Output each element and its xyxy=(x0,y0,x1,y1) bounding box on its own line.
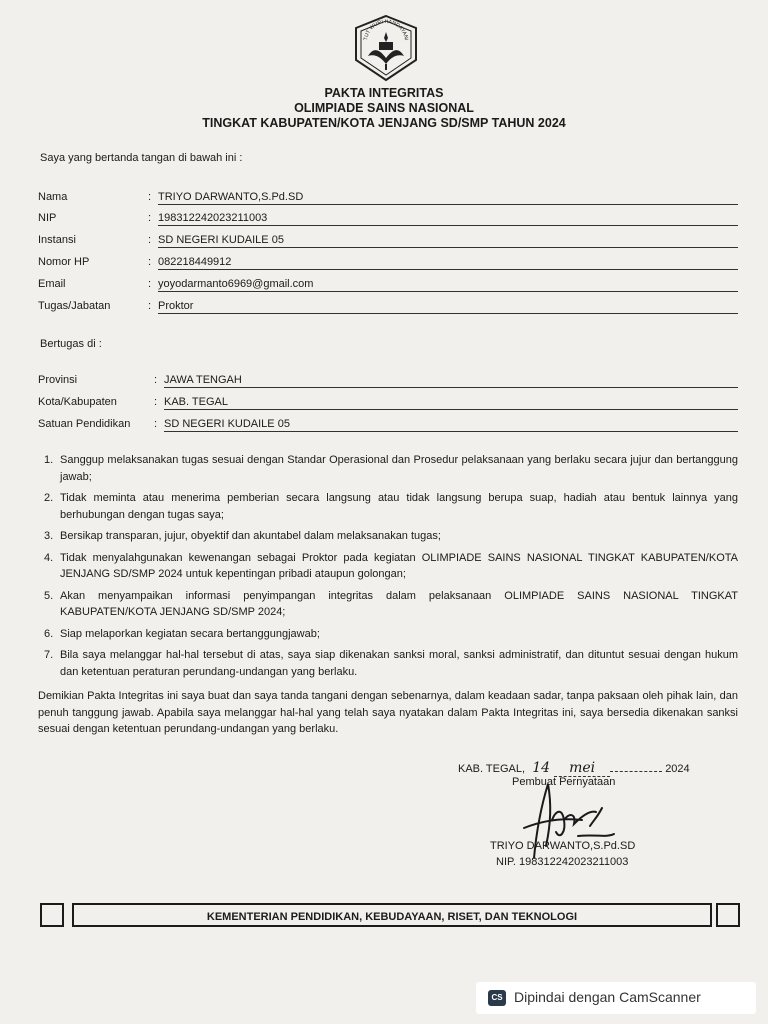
field-value: 198312242023211003 xyxy=(158,212,268,224)
list-item: 2. Tidak meminta atau menerima pemberian secara langsung atau tidak langsung berupa suap, hadiah atau bentuk lainnya yang berhubungan dengan tugas saya; xyxy=(44,492,738,521)
fill-line xyxy=(164,409,738,410)
signature-place-date xyxy=(458,760,690,777)
signature-day: 14 xyxy=(532,760,551,776)
footer-square-right xyxy=(716,903,740,927)
field-value: Proktor xyxy=(158,300,194,312)
field-value: KAB. TEGAL xyxy=(164,396,228,408)
field-label: Kota/Kabupaten xyxy=(38,396,117,408)
fill-line xyxy=(158,313,738,314)
colon: : xyxy=(148,278,152,290)
commitment-list xyxy=(38,452,738,685)
identity-row xyxy=(38,298,738,316)
list-item: 7. Bila saya melanggar hal-hal tersebut di atas, saya siap dikenakan sanksi moral, sanksi administratif, dan dituntut sesuai dengan hukum dan ketentuan peraturan perundang-undangan yang berlaku. xyxy=(44,649,738,678)
identity-row xyxy=(38,189,738,207)
fill-line xyxy=(158,269,738,270)
colon: : xyxy=(154,374,158,386)
field-label: Instansi xyxy=(38,234,76,246)
title-line-2: OLIMPIADE SAINS NASIONAL xyxy=(294,101,474,115)
list-item: 4. Tidak menyalahgunakan kewenangan sebagai Proktor pada kegiatan OLIMPIADE SAINS NASIONAL TINGKAT KABUPATEN/KOTA JENJANG SD/SMP 2024 untuk kepentingan pribadi ataupun golongan; xyxy=(44,551,738,580)
duty-row xyxy=(38,372,738,390)
field-value: SD NEGERI KUDAILE 05 xyxy=(158,234,284,246)
signature-month: mei xyxy=(554,760,610,777)
list-item: 5. Akan menyampaikan informasi penyimpangan integritas dalam pelaksanaan OLIMPIADE SAINS NASIONAL TINGKAT KABUPATEN/KOTA JENJANG SD/SMP 2024; xyxy=(44,589,738,618)
identity-row xyxy=(38,254,738,272)
identity-row xyxy=(38,232,738,250)
signature-place: KAB. TEGAL, xyxy=(458,763,526,775)
colon: : xyxy=(154,418,158,430)
fill-line xyxy=(164,431,738,432)
field-label: Nomor HP xyxy=(38,256,90,268)
field-value: TRIYO DARWANTO,S.Pd.SD xyxy=(158,191,304,203)
footer-square-left xyxy=(40,903,64,927)
field-label: Nama xyxy=(38,191,68,203)
signature-role: Pembuat Pernyataan xyxy=(512,776,616,788)
identity-row xyxy=(38,276,738,294)
list-item: 3. Bersikap transparan, jujur, obyektif dan akuntabel dalam melaksanakan tugas; xyxy=(44,530,441,542)
fill-line xyxy=(158,225,738,226)
camscanner-text: Dipindai dengan CamScanner xyxy=(514,989,701,1005)
duty-row xyxy=(38,416,738,434)
colon: : xyxy=(154,396,158,408)
field-label: NIP xyxy=(38,212,57,224)
colon: : xyxy=(148,300,152,312)
colon: : xyxy=(148,234,152,246)
signature-year: 2024 xyxy=(665,763,690,775)
fill-line xyxy=(158,204,738,205)
field-value: 082218449912 xyxy=(158,256,232,268)
field-label: Email xyxy=(38,278,66,290)
fill-line xyxy=(158,247,738,248)
fill-line xyxy=(158,291,738,292)
field-value: yoyodarmanto6969@gmail.com xyxy=(158,278,314,290)
title-line-3: TINGKAT KABUPATEN/KOTA JENJANG SD/SMP TAHUN 2024 xyxy=(202,116,566,130)
field-label: Provinsi xyxy=(38,374,78,386)
intro-text: Saya yang bertanda tangan di bawah ini : xyxy=(40,152,243,164)
identity-row xyxy=(38,210,738,228)
svg-text:TUT WURI HANDAYANI: TUT WURI HANDAYANI xyxy=(363,18,409,41)
colon: : xyxy=(148,256,152,268)
field-value: JAWA TENGAH xyxy=(164,374,242,386)
title-line-1: PAKTA INTEGRITAS xyxy=(324,86,444,100)
colon: : xyxy=(148,212,152,224)
closing-paragraph: Demikian Pakta Integritas ini saya buat dan saya tanda tangani dengan sebenarnya, dalam keadaan sadar, tanpa paksaan oleh pihak lain, dan penuh tanggung jawab. Apabila saya melanggar hal-hal yang telah saya nyatakan dalam Pakta Integritas ini, saya bersedia dikenakan sanksi sesuai dengan ketentuan perundang-undangan yang berlaku. xyxy=(38,690,738,735)
field-label: Satuan Pendidikan xyxy=(38,418,131,430)
field-label: Tugas/Jabatan xyxy=(38,300,111,312)
camscanner-logo-icon: CS xyxy=(488,990,506,1006)
signatory-nip: NIP. 198312242023211003 xyxy=(496,856,629,868)
fill-line xyxy=(164,387,738,388)
list-item: 1. Sanggup melaksanakan tugas sesuai dengan Standar Operasional dan Prosedur pelaksanaan yang berlaku secara jujur dan bertanggung jawab; xyxy=(44,454,738,483)
duty-row xyxy=(38,394,738,412)
list-item: 6. Siap melaporkan kegiatan secara bertanggungjawab; xyxy=(44,627,320,640)
tut-wuri-handayani-logo xyxy=(350,12,422,84)
duty-heading: Bertugas di : xyxy=(40,338,102,350)
footer-ministry: KEMENTERIAN PENDIDIKAN, KEBUDAYAAN, RISET, DAN TEKNOLOGI xyxy=(72,903,712,927)
signatory-name: TRIYO DARWANTO,S.Pd.SD xyxy=(490,840,636,852)
colon: : xyxy=(148,191,152,203)
field-value: SD NEGERI KUDAILE 05 xyxy=(164,418,290,430)
camscanner-watermark xyxy=(476,982,756,1014)
